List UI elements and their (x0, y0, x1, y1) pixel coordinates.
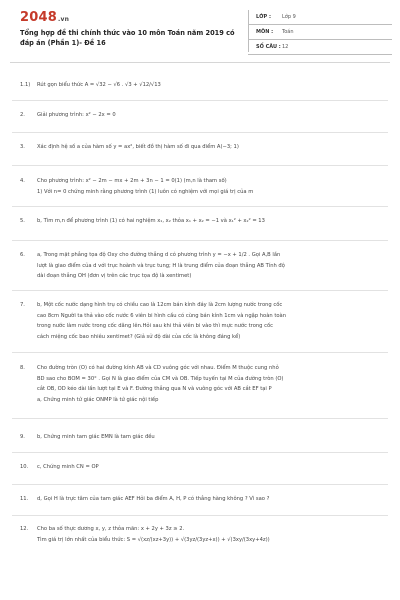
question-divider (12, 515, 388, 516)
meta-table (248, 10, 392, 55)
question-divider (12, 484, 388, 485)
question-4-line-2: 1) Với n= 0 chứng minh rằng phương trình (1) luôn có nghiệm với mọi giá trị của m (37, 188, 254, 195)
question-7-line-3: trong nước làm nước trong cốc dâng lên.Hỏi sau khi thả viên bi vào thì mực nước trong cốc (37, 323, 273, 329)
question-5 (22, 216, 382, 227)
logo-main: 2048 (20, 10, 57, 25)
question-divider (12, 206, 388, 207)
question-8-line-1: Cho đường tròn (O) có hai đường kính AB và CD vuông góc với nhau. Điểm M thuộc cung nhỏ (37, 365, 279, 371)
question-5-line-1: b, Tìm m,n để phương trình (1) có hai nghiệm x₁, x₂ thỏa x₁ + x₂ = −1 và x₁² + x₂² = 13 (37, 218, 265, 224)
question-4-line-1: Cho phương trình: x² − 2m − mx + 2m + 3n − 1 = 0(1) (m,n là tham số) (37, 178, 227, 184)
meta-value-class: Lớp 9 (282, 14, 296, 20)
site-logo[interactable] (20, 10, 69, 25)
question-7-line-4: cách miệng cốc bao nhiêu xentimet? (Giả sử độ dài của cốc là không đáng kể) (37, 333, 241, 340)
question-12-line-2: Tìm giá trị lớn nhất của biểu thức: S = √(xz/(xz+3y)) + √(3yz/(3yz+x)) + √(3xy/(3xy+4z)) (37, 536, 270, 543)
question-6-line-3: dài đoạn thẳng OH (đơn vị trên các trục tọa độ là xentimet) (37, 273, 192, 279)
meta-label-class: LỚP : (256, 14, 271, 20)
question-10-line-1: c, Chứng minh CN = OP (37, 464, 99, 470)
question-9-line-1: b, Chứng minh tam giác EMN là tam giác đều (37, 434, 155, 440)
question-8-line-2: BD sao cho BOM = 30° . Gọi N là giao điểm của CM và OB. Tiếp tuyến tại M của đường tròn (O) (37, 375, 284, 382)
meta-divider (248, 10, 249, 52)
question-2-line-1: Giải phương trình: x² − 2x = 0 (37, 112, 116, 118)
question-1-line-1: Rút gọn biểu thức A = √32 − √6 . √3 + √12/√13 (37, 82, 161, 88)
header-divider (10, 62, 390, 63)
question-3-line-1: Xác định hệ số a của hàm số y = ax², biết đồ thị hàm số đi qua điểm A(−3; 1) (37, 144, 239, 150)
question-number: 5. (20, 218, 25, 224)
question-number: 8. (20, 365, 25, 371)
question-divider (12, 132, 388, 133)
question-2 (22, 110, 382, 121)
question-11-line-1: d, Gọi H là trực tâm của tam giác AEF Hỏi ba điểm A, H, P có thẳng hàng không ? Vì sao ? (37, 496, 270, 502)
logo-suffix: .vn (57, 16, 70, 23)
question-divider (12, 452, 388, 453)
question-11 (22, 494, 382, 505)
question-number: 6. (20, 252, 25, 258)
question-divider (12, 352, 388, 353)
question-7-line-2: cao 8cm Người ta thả vào cốc nước 6 viên bi hình cầu có cùng bán kính 1cm và ngập hoàn toàn (37, 312, 287, 319)
question-12-line-1: Cho ba số thực dương x, y, z thỏa mãn: x + 2y + 3z ≥ 2. (37, 526, 185, 532)
document-title: Tổng hợp đề thi chính thức vào 10 môn Toán năm 2019 có đáp án (Phần 1)- Đề 16 (20, 29, 235, 47)
question-7 (22, 300, 382, 342)
question-10 (22, 462, 382, 473)
question-number: 7. (20, 302, 25, 308)
question-7-line-1: b, Một cốc nước dạng hình trụ có chiều cao là 12cm bán kính đáy là 2cm lượng nước trong cốc (37, 302, 283, 308)
meta-row-subject (248, 25, 392, 40)
question-number: 4. (20, 178, 25, 184)
question-number: 11. (20, 496, 29, 502)
question-divider (12, 240, 388, 241)
question-8-line-3: cắt OB, OD kéo dài lần lượt tại E và F. Đường thẳng qua N và vuông góc với AB cắt EF tại P (37, 386, 272, 392)
meta-row-count (248, 40, 392, 55)
question-12 (22, 524, 382, 545)
question-divider (12, 418, 388, 419)
question-6-line-1: a, Trong mặt phẳng tọa độ Oxy cho đường thẳng d có phương trình y = −x + 1/2 . Gọi A,B lần (37, 252, 281, 258)
question-3 (22, 142, 382, 153)
question-divider (12, 290, 388, 291)
question-divider (12, 165, 388, 166)
question-8 (22, 363, 382, 405)
question-6-line-2: lượt là giao điểm của d với trục hoành và trục tung; H là trung điểm của đoạn thẳng AB Tính độ (37, 262, 285, 269)
question-number: 12. (20, 526, 29, 532)
question-number: 2. (20, 112, 25, 118)
meta-label-count: SỐ CÂU : (256, 44, 281, 50)
question-6 (22, 250, 382, 282)
question-4 (22, 176, 382, 197)
question-8-line-4: a, Chứng minh tứ giác ONMP là tứ giác nội tiếp (37, 396, 159, 403)
question-number: 3. (20, 144, 25, 150)
question-number: 1.1) (20, 82, 31, 88)
question-divider (12, 100, 388, 101)
meta-label-subject: MÔN : (256, 29, 274, 35)
question-number: 9. (20, 434, 25, 440)
question-1 (22, 80, 382, 91)
meta-row-class (248, 10, 392, 25)
document-header (0, 0, 400, 62)
question-9 (22, 432, 382, 443)
meta-value-count: 12 (282, 44, 289, 50)
meta-value-subject: Toán (282, 29, 294, 35)
question-number: 10. (20, 464, 29, 470)
